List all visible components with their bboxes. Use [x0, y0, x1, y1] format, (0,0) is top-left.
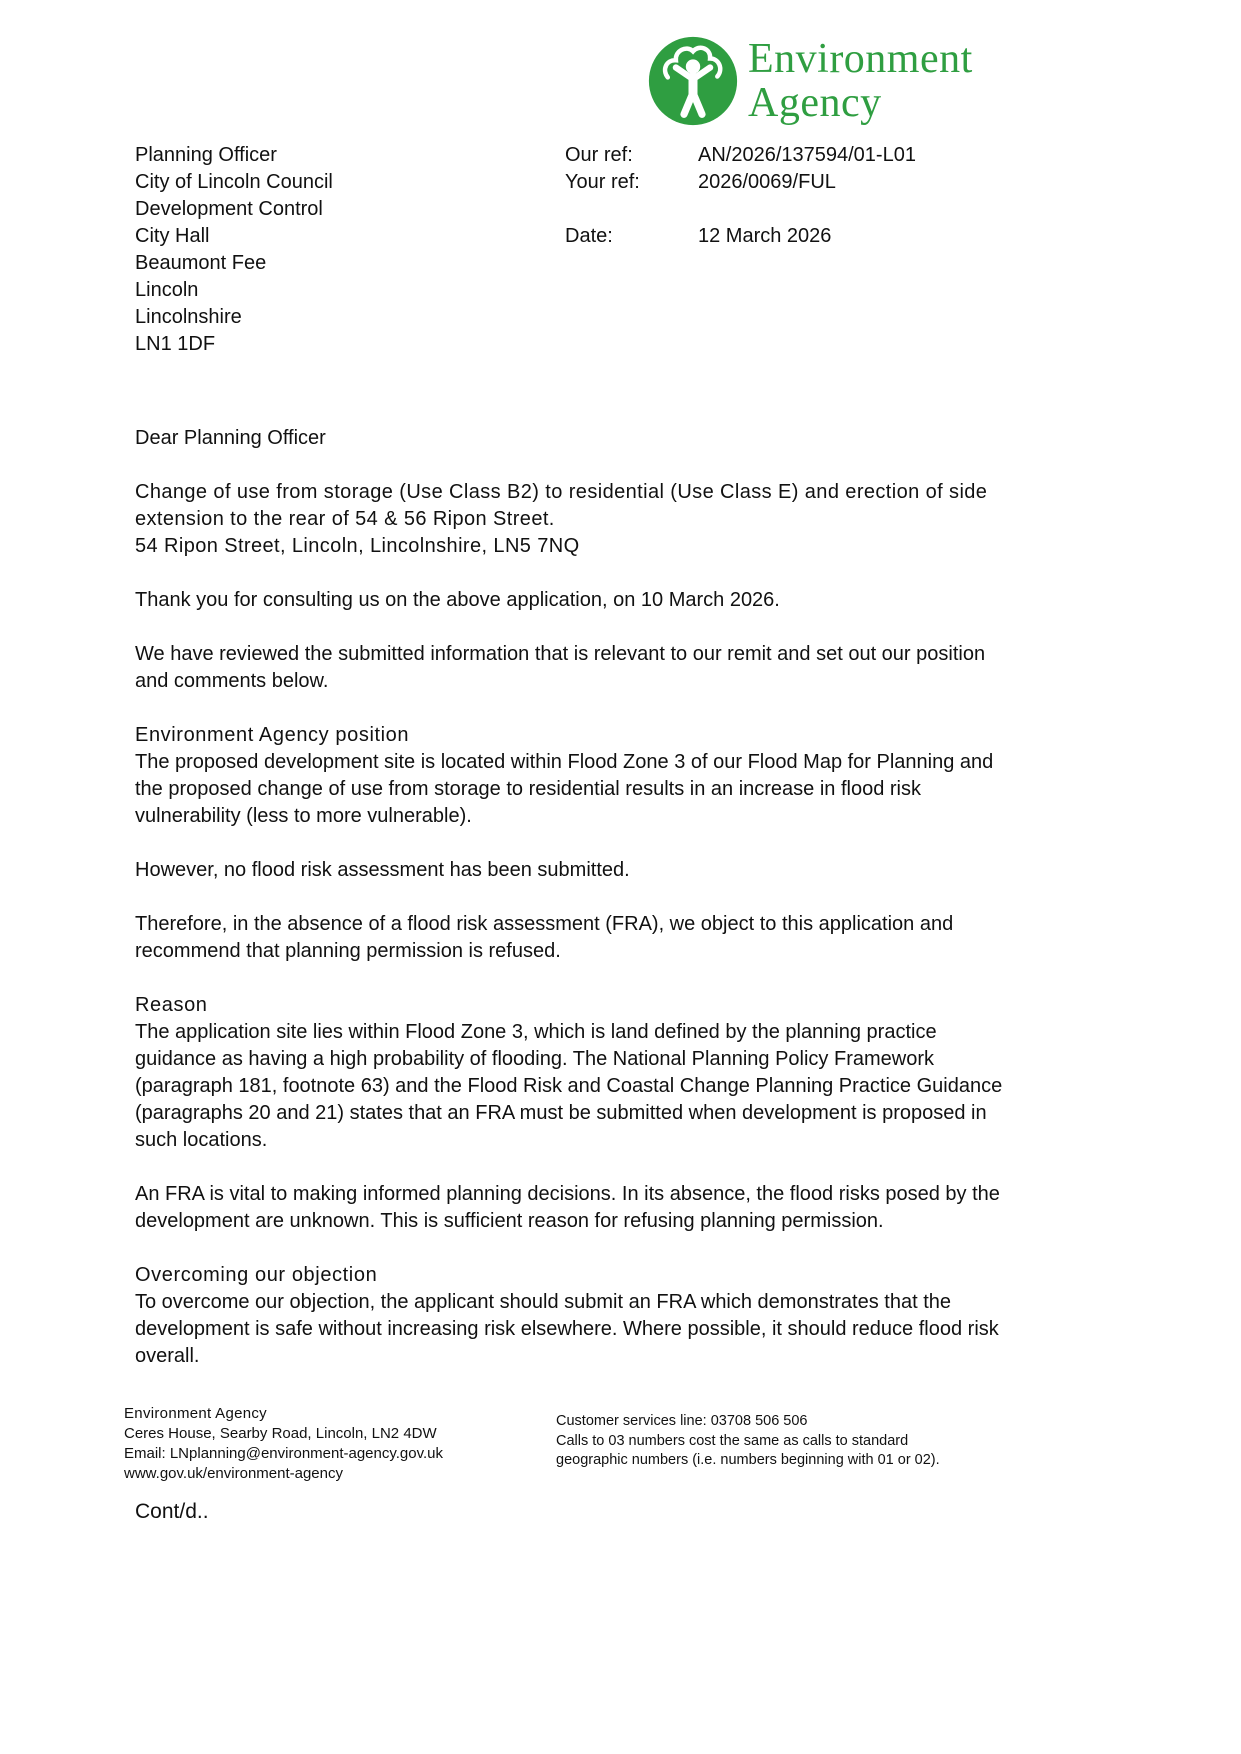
- logo-wordmark: [748, 37, 973, 125]
- paragraph-reason-2: An FRA is vital to making informed planning decisions. In its absence, the flood risks posed by the development are unknown. This is sufficient reason for refusing planning permission.: [135, 1183, 1000, 1232]
- subject-title: Change of use from storage (Use Class B2) to residential (Use Class E) and erection of side extension to the rear of 54 & 56 Ripon Street.: [135, 481, 988, 530]
- your-ref-value: 2026/0069/FUL: [698, 171, 836, 193]
- heading-ea-position: Environment Agency position: [135, 724, 410, 746]
- heading-overcoming: Overcoming our objection: [135, 1264, 378, 1286]
- recipient-line: City Hall: [135, 225, 210, 247]
- paragraph-reason-1: The application site lies within Flood Zone 3, which is land defined by the planning practice guidance as having a high probability of flooding. The National Planning Policy Framework (paragraph 181, footnote 63) and the Flood Risk and Coastal Change Planning Practice Guidance (paragraphs 20 and 21) states that an FRA must be submitted when development is proposed in such locations.: [135, 1021, 1003, 1151]
- footer-customer-services-block: [556, 1412, 940, 1471]
- salutation: Dear Planning Officer: [135, 427, 326, 449]
- paragraph-reviewed: We have reviewed the submitted information that is relevant to our remit and set out our position and comments below.: [135, 643, 986, 692]
- customer-services-note: Calls to 03 numbers cost the same as calls to standard: [556, 1432, 909, 1449]
- our-ref-value: AN/2026/137594/01-L01: [698, 144, 916, 166]
- footer-office-email: Email: LNplanning@environment-agency.gov.uk: [124, 1445, 444, 1462]
- recipient-line: Beaumont Fee: [135, 252, 267, 274]
- environment-agency-tree-person-icon: [648, 36, 738, 126]
- customer-services-line: Customer services line: 03708 506 506: [556, 1413, 808, 1429]
- paragraph-no-fra: However, no flood risk assessment has been submitted.: [135, 859, 630, 881]
- customer-services-note: geographic numbers (i.e. numbers beginning with 01 or 02).: [556, 1452, 940, 1468]
- paragraph-object: Therefore, in the absence of a flood risk assessment (FRA), we object to this application and recommend that planning permission is refused.: [135, 913, 954, 962]
- recipient-line: Planning Officer: [135, 144, 277, 166]
- footer-office-address: Ceres House, Searby Road, Lincoln, LN2 4DW: [124, 1425, 437, 1442]
- recipient-line: Lincolnshire: [135, 306, 242, 328]
- date-label: Date:: [565, 225, 613, 247]
- continuation-note: Cont/d..: [135, 1500, 209, 1523]
- recipient-line: City of Lincoln Council: [135, 171, 333, 193]
- your-ref-row: [565, 169, 916, 196]
- footer-office-block: [124, 1404, 443, 1484]
- paragraph-thanks: Thank you for consulting us on the above application, on 10 March 2026.: [135, 589, 780, 611]
- date-row: [565, 223, 916, 250]
- our-ref-label: Our ref:: [565, 144, 633, 166]
- environment-agency-logo: [648, 36, 973, 126]
- logo-wordmark-line1: Environment: [748, 36, 973, 82]
- reference-block: [565, 142, 916, 250]
- subject-address: 54 Ripon Street, Lincoln, Lincolnshire, LN5 7NQ: [135, 535, 580, 557]
- date-value: 12 March 2026: [698, 225, 832, 247]
- paragraph-position: The proposed development site is located within Flood Zone 3 of our Flood Map for Planning and the proposed change of use from storage to residential results in an increase in flood risk vulnerability (less to more vulnerable).: [135, 751, 994, 827]
- our-ref-row: [565, 142, 916, 169]
- your-ref-label: Your ref:: [565, 171, 640, 193]
- recipient-address: [135, 142, 333, 358]
- recipient-line: Development Control: [135, 198, 323, 220]
- footer-office-name: Environment Agency: [124, 1405, 267, 1422]
- heading-reason: Reason: [135, 994, 208, 1016]
- subject-block: [135, 479, 1013, 560]
- logo-wordmark-line2: Agency: [748, 80, 882, 126]
- recipient-line: LN1 1DF: [135, 333, 216, 355]
- recipient-line: Lincoln: [135, 279, 199, 301]
- letter-body: [135, 425, 1013, 1370]
- footer-office-website: www.gov.uk/environment-agency: [124, 1465, 343, 1482]
- paragraph-overcoming: To overcome our objection, the applicant should submit an FRA which demonstrates that the development is safe without increasing risk elsewhere. Where possible, it should reduce flood risk overall.: [135, 1291, 999, 1367]
